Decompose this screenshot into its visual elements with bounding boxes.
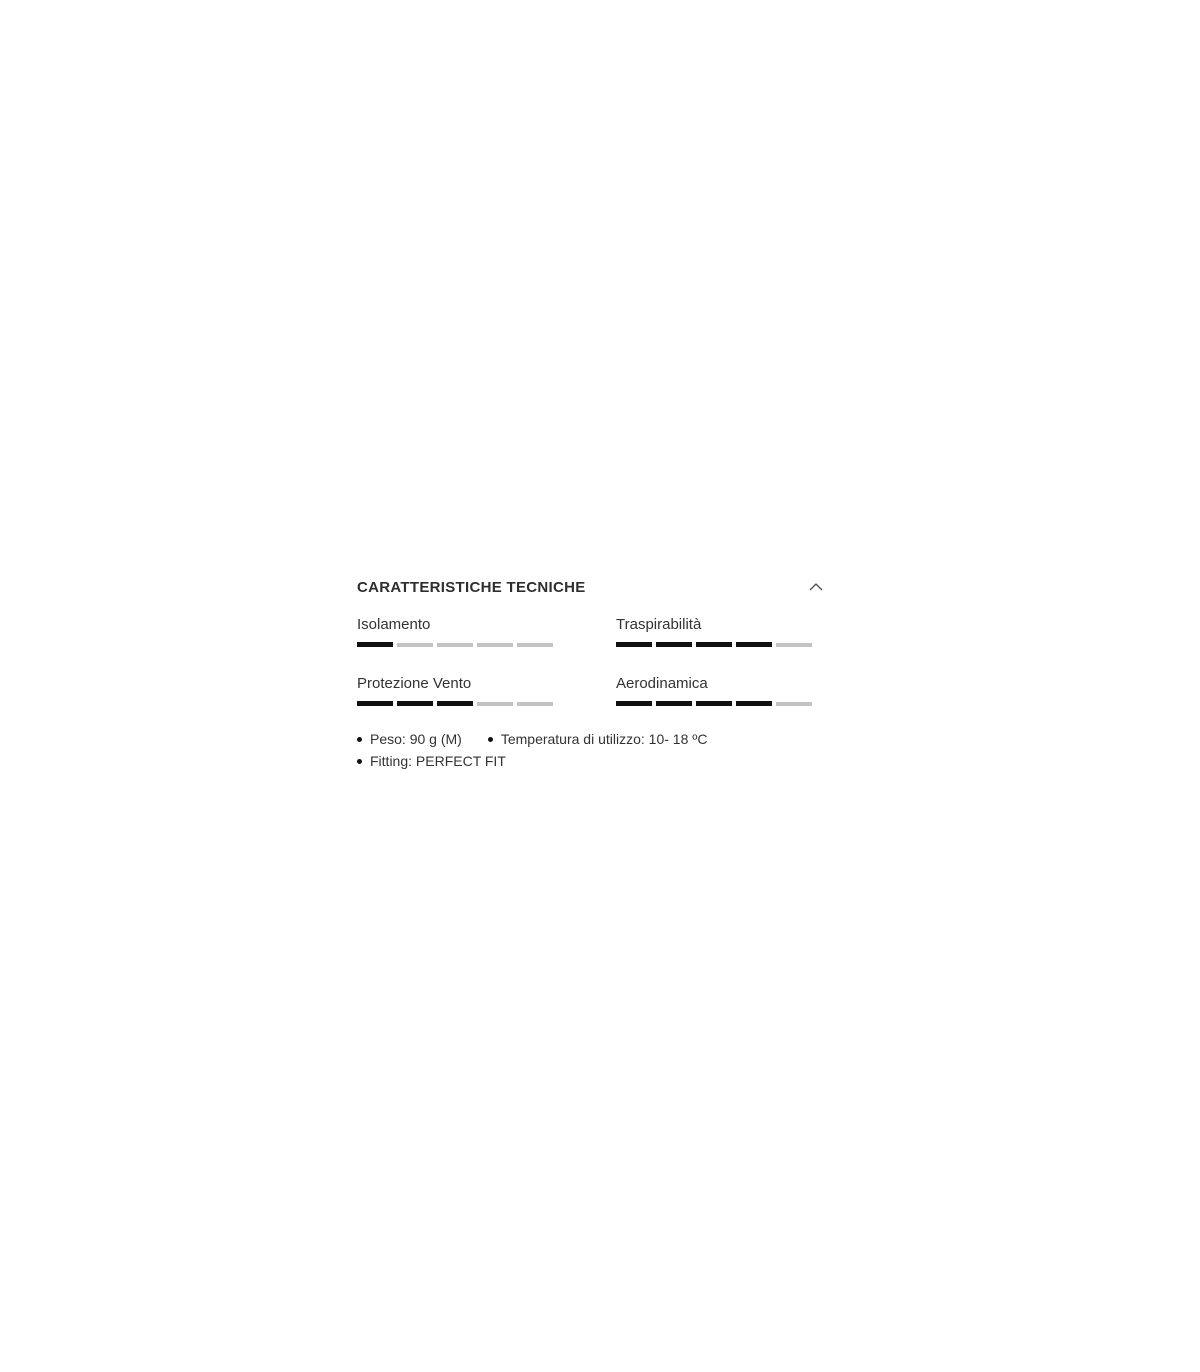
spec-item xyxy=(488,728,708,750)
rating-bar xyxy=(616,642,812,647)
rating-bar xyxy=(357,701,553,706)
bullet-icon xyxy=(357,759,362,764)
section-title: CARATTERISTICHE TECNICHE xyxy=(357,578,586,596)
bar-segment-filled xyxy=(736,642,772,647)
rating-label: Traspirabilità xyxy=(616,616,702,633)
spec-text: Temperatura di utilizzo: 10- 18 ºC xyxy=(500,731,708,747)
bar-segment-empty xyxy=(776,643,812,647)
spec-row xyxy=(357,728,823,750)
bar-segment-filled xyxy=(736,701,772,706)
bar-segment-filled xyxy=(656,642,692,647)
bar-segment-filled xyxy=(357,701,393,706)
bar-segment-empty xyxy=(776,702,812,706)
bar-segment-filled xyxy=(696,642,732,647)
bar-segment-filled xyxy=(616,642,652,647)
rating-aerodinamica xyxy=(616,675,812,706)
section-header[interactable] xyxy=(357,579,823,595)
bar-segment-filled xyxy=(656,701,692,706)
ratings-grid xyxy=(357,616,823,706)
bullet-icon xyxy=(488,737,493,742)
rating-isolamento xyxy=(357,616,553,647)
rating-protezione-vento xyxy=(357,675,553,706)
bar-segment-filled xyxy=(696,701,732,706)
rating-traspirabilit- xyxy=(616,616,812,647)
rating-bar xyxy=(616,701,812,706)
bar-segment-empty xyxy=(517,702,553,706)
rating-label: Protezione Vento xyxy=(357,675,472,692)
rating-bar xyxy=(357,642,553,647)
rating-label: Aerodinamica xyxy=(616,675,708,692)
bar-segment-filled xyxy=(357,642,393,647)
bar-segment-empty xyxy=(517,643,553,647)
bar-segment-filled xyxy=(437,701,473,706)
spec-row xyxy=(357,750,823,772)
bar-segment-empty xyxy=(397,643,433,647)
bullet-icon xyxy=(357,737,362,742)
specs-list xyxy=(357,728,823,772)
technical-characteristics-section xyxy=(357,579,823,772)
spec-text: Peso: 90 g (M) xyxy=(370,731,462,747)
bar-segment-filled xyxy=(397,701,433,706)
spec-item xyxy=(357,728,462,750)
bar-segment-empty xyxy=(477,643,513,647)
bar-segment-filled xyxy=(616,701,652,706)
collapse-section-button[interactable] xyxy=(809,583,823,591)
spec-item xyxy=(357,750,506,772)
rating-label: Isolamento xyxy=(357,616,431,633)
spec-text: Fitting: PERFECT FIT xyxy=(370,753,506,769)
bar-segment-empty xyxy=(437,643,473,647)
bar-segment-empty xyxy=(477,702,513,706)
chevron-up-icon xyxy=(809,583,823,591)
